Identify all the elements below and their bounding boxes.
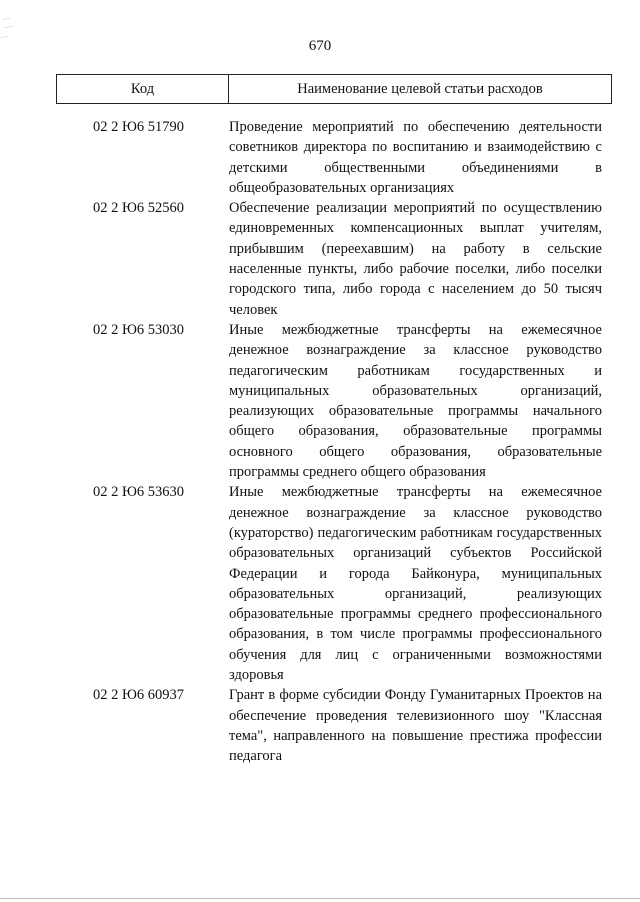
row-description: Иные межбюджетные трансферты на ежемесячное денежное вознаграждение за классное руководство педагогическим работникам государственных и муниципальных образовательных организаций, реализующих образовательные программы начального общего образования, образовательные программы основного общего образования, образовательные программы среднего общего образования [229,321,602,481]
row-code: 02 2 Ю6 51790 [93,119,185,135]
column-header-name: Наименование целевой статьи расходов [297,81,543,97]
row-code: 02 2 Ю6 60937 [93,687,185,704]
column-header-code: Код [57,75,229,103]
scan-edge [0,898,640,899]
row-description: Грант в форме субсидии Фонду Гуманитарных Проектов на обеспечение проведения телевизионного шоу "Классная тема", направленного на повышение престижа профессии педагога [229,687,602,765]
table-row [0,685,640,766]
table-row [0,117,640,198]
row-description: Обеспечение реализации мероприятий по осуществлению единовременных компенсационных выплат учителям, прибывшим (переехавшим) на работу в сельские населенные пункты, либо рабочие поселки, либо поселки городского типа, либо города с населением до 50 тысяч человек [229,200,602,318]
row-description: Иные межбюджетные трансферты на ежемесячное денежное вознаграждение за классное руководство (кураторство) педагогическим работникам государственных образовательных организаций субъектов Российской Федерации и города Байконура, муниципальных образовательных организаций, реализующих образовательные программы среднего профессионального образования, в том числе программы профессионального обучения для лиц с ограниченными возможностями здоровья [229,484,602,684]
table-row [0,482,640,685]
page-number: 670 [308,38,332,54]
row-description: Проведение мероприятий по обеспечению деятельности советников директора по воспитанию и взаимодействию с детскими общественными объединениями в общеобразовательных организациях [229,119,602,196]
row-code: 02 2 Ю6 52560 [93,200,185,217]
row-code: 02 2 Ю6 53630 [93,484,185,501]
table-body [0,117,640,767]
row-code: 02 2 Ю6 53030 [93,321,185,338]
table-row [0,320,640,482]
table-row [0,198,640,320]
table-header [56,74,612,104]
